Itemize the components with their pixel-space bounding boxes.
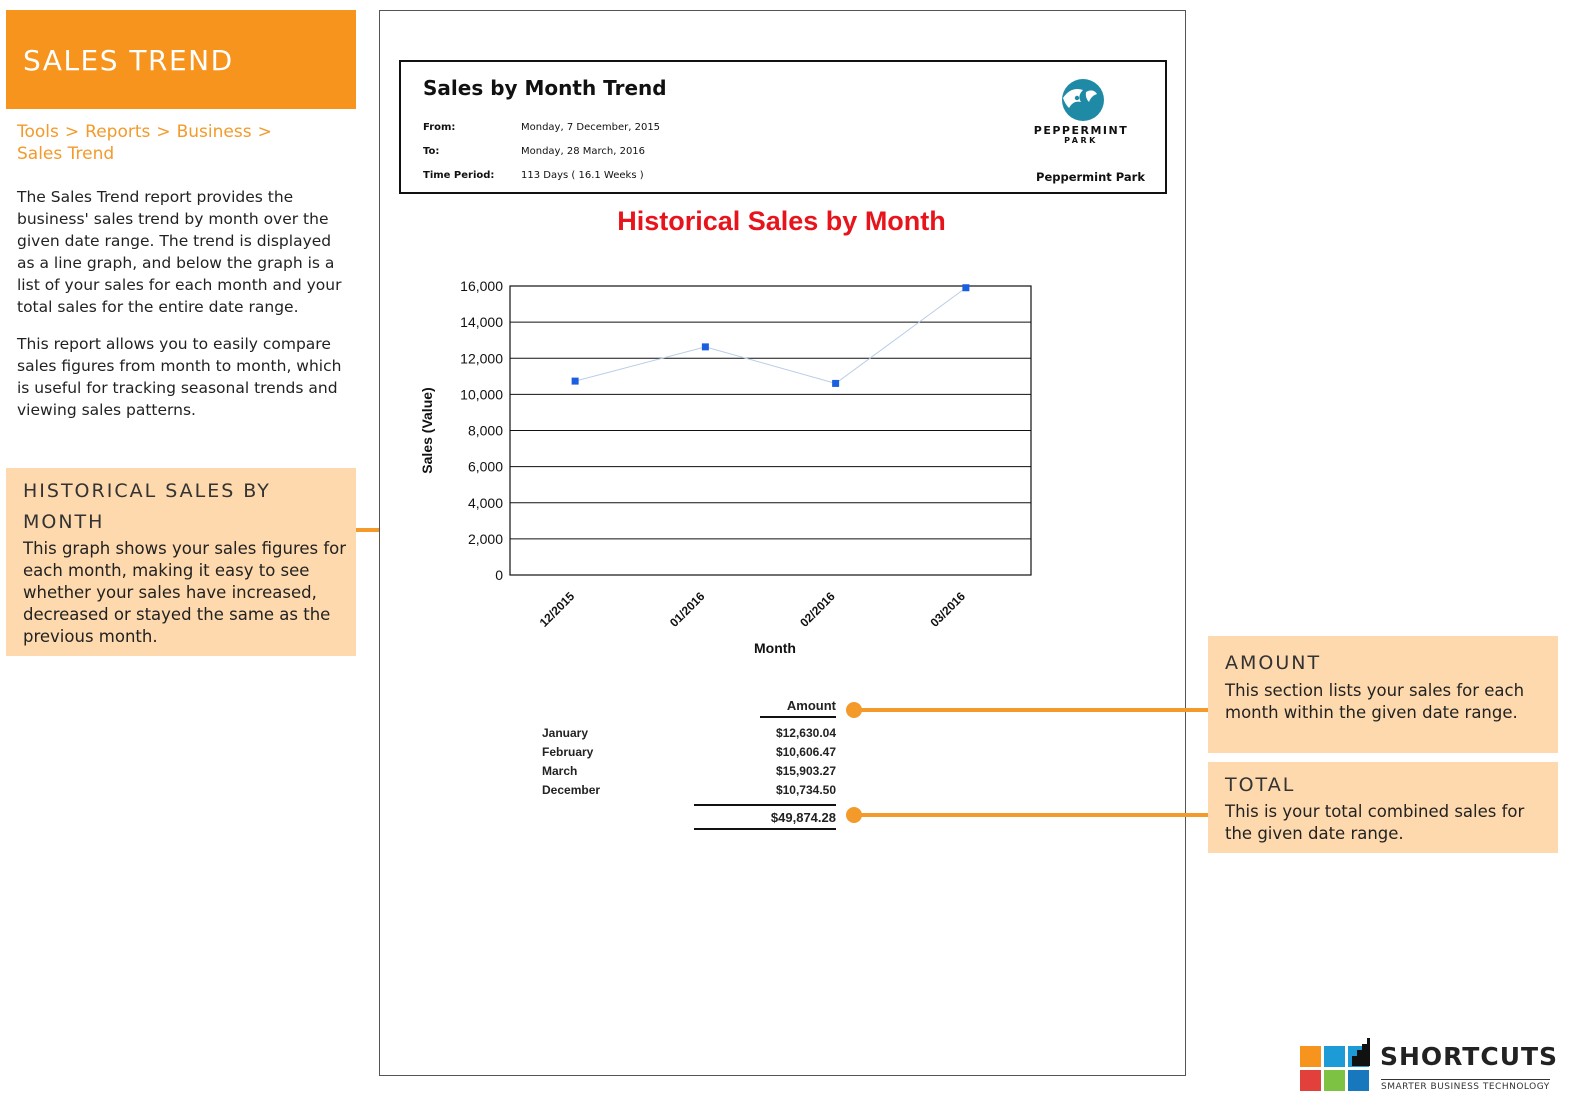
y-tick-label: 12,000 [460,350,503,367]
total-amount [694,804,836,830]
logo-square-icon [1324,1046,1345,1067]
logo-stairs-icon [1350,1038,1370,1066]
breadcrumb-item-reports[interactable]: Reports [85,122,151,142]
connector-line-total [856,813,1208,817]
time-period-value: 113 Days ( 16.1 Weeks ) [521,170,644,181]
x-tick-label: 12/2015 [536,589,578,630]
from-value: Monday, 7 December, 2015 [521,122,661,133]
peppermint-logo-icon [1031,78,1131,124]
amount-column-header: Amount [760,698,836,718]
logo-line-2: PARK [1064,136,1098,145]
row-amount: $10,734.50 [775,783,836,797]
data-point-marker [962,284,969,291]
callout-title: AMOUNT [1225,652,1322,674]
y-axis-label: Sales (Value) [419,387,435,474]
callout-amount [1208,636,1558,753]
callout-historical-sales [6,468,356,656]
chart-grid [510,286,1031,575]
time-period-label: Time Period: [423,170,495,181]
x-tick-label: 03/2016 [927,589,968,630]
connector-line-amount [856,708,1208,712]
row-amount: $15,903.27 [775,764,836,778]
amount-table [530,690,840,840]
y-tick-label: 14,000 [460,314,503,331]
page-title: SALES TREND [23,44,234,77]
table-row [542,745,836,764]
sales-series-line [575,288,966,384]
logo-line-1: PEPPERMINT [1033,124,1129,137]
callout-title: TOTAL [1225,774,1296,796]
data-point-marker [572,378,579,385]
callout-body: This graph shows your sales figures for each month, making it easy to see whether your sales have increased, decreased or stayed the same as the previous month. [23,539,347,646]
y-tick-label: 10,000 [460,386,503,403]
row-month: March [542,764,578,778]
company-name: Peppermint Park [1036,170,1145,184]
callout-title: HISTORICAL SALES BY MONTH [23,480,271,533]
row-month: January [542,726,589,740]
to-label: To: [423,146,440,157]
breadcrumb [17,121,347,165]
table-row [542,726,836,745]
y-tick-label: 0 [495,567,503,583]
peppermint-park-logo [1031,78,1131,148]
y-axis-ticks [460,278,503,583]
logo-square-icon [1300,1046,1321,1067]
report-title: Sales by Month Trend [423,76,667,100]
row-amount: $12,630.04 [775,726,836,740]
table-row [542,764,836,783]
logo-square-icon [1348,1070,1369,1091]
to-value: Monday, 28 March, 2016 [521,146,646,157]
x-axis-label: Month [754,640,796,656]
y-tick-label: 4,000 [467,494,503,511]
row-month: February [542,745,594,759]
from-label: From: [423,122,456,133]
callout-total [1208,762,1558,853]
total-value: $49,874.28 [770,810,836,825]
breadcrumb-separator: > [257,122,272,142]
row-amount: $10,606.47 [775,745,836,759]
callout-body: This is your total combined sales for the given date range. [1225,802,1525,843]
description-paragraph-1: The Sales Trend report provides the business' sales trend by month over the given date range. The trend is displayed as a line graph, and below the graph is a list of your sales for each month and your total sales for the entire date range. [17,188,342,316]
description-paragraph-2: This report allows you to easily compare sales figures from month to month, which is useful for tracking seasonal trends and viewing sales patterns. [17,335,342,419]
data-point-marker [702,343,709,350]
sales-series-markers [572,284,970,387]
x-tick-label: 02/2016 [797,589,838,630]
logo-square-icon [1324,1070,1345,1091]
sales-line-chart [400,260,1040,670]
chart-title: Historical Sales by Month [617,206,946,236]
y-tick-label: 2,000 [467,530,503,547]
row-month: December [542,783,601,797]
title-banner [6,10,356,109]
x-axis-ticks [537,589,969,630]
data-point-marker [832,380,839,387]
breadcrumb-item-business[interactable]: Business [176,122,252,142]
breadcrumb-separator: > [156,122,171,142]
y-tick-label: 6,000 [467,458,503,475]
shortcuts-brand-name: SHORTCUTS [1380,1042,1559,1071]
breadcrumb-separator: > [64,122,80,142]
x-tick-label: 01/2016 [666,589,708,630]
breadcrumb-item-tools[interactable]: Tools [17,122,59,142]
table-row [542,783,836,802]
report-header [399,60,1167,194]
breadcrumb-item-sales-trend[interactable]: Sales Trend [17,144,115,164]
y-tick-label: 8,000 [467,422,503,439]
shortcuts-logo [1298,1038,1558,1098]
y-tick-label: 16,000 [460,278,503,294]
logo-square-icon [1300,1070,1321,1091]
callout-body: This section lists your sales for each month within the given date range. [1225,681,1525,722]
shortcuts-tagline: SMARTER BUSINESS TECHNOLOGY [1381,1079,1550,1092]
